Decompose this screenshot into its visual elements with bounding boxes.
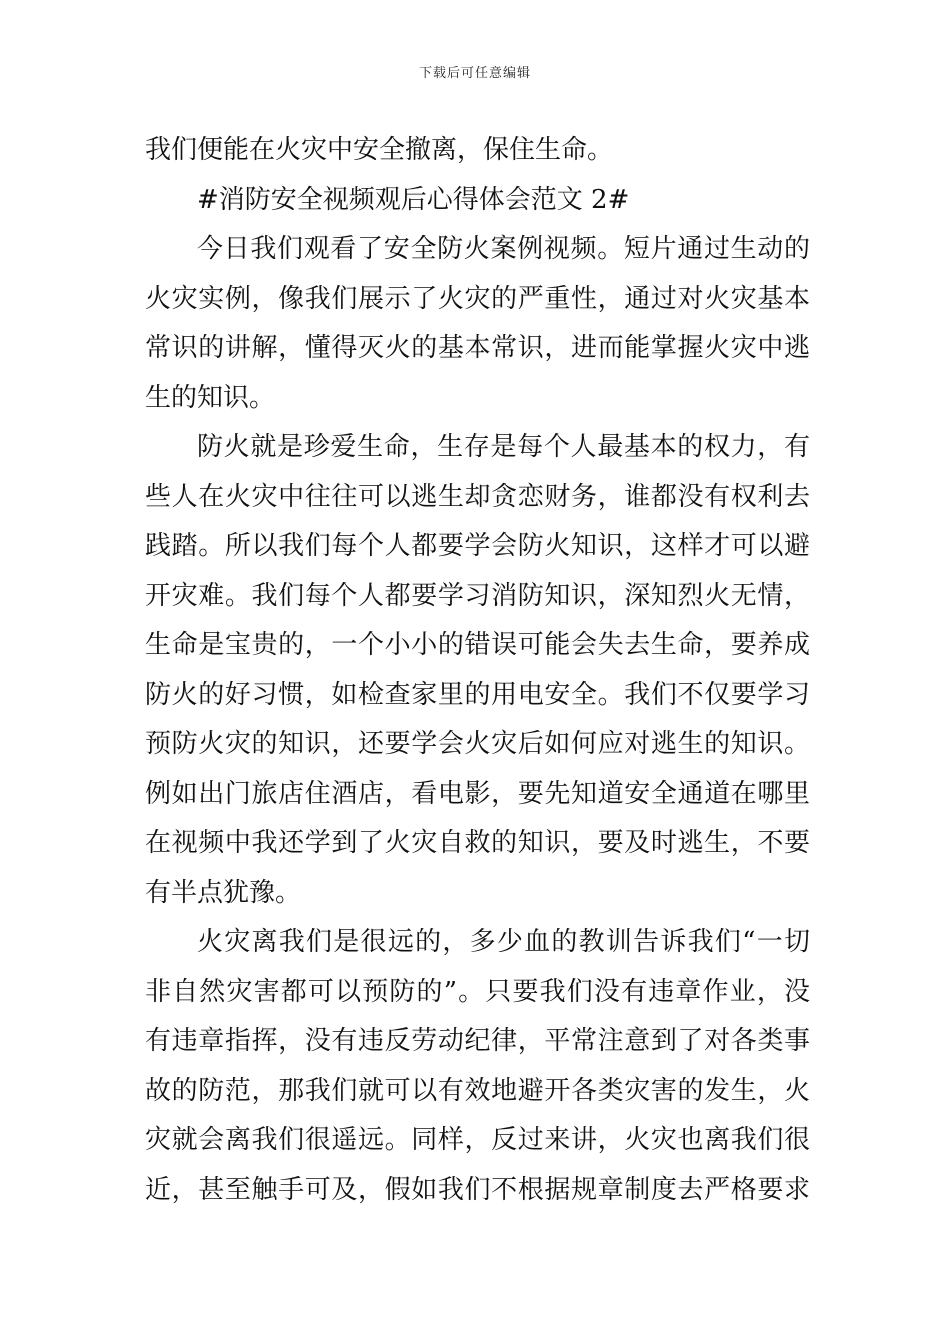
text-line: 常识的讲解，懂得灭火的基本常识，进而能掌握火灾中逃	[145, 333, 810, 363]
text-line: 我们便能在火灾中安全撤离，保住生命。	[145, 135, 614, 165]
text-line: 火灾离我们是很远的，多少血的教训告诉我们“一切	[197, 927, 810, 957]
text-line: 近，甚至触手可及，假如我们不根据规章制度去严格要求	[145, 1174, 810, 1205]
text-line: 在视频中我还学到了火灾自救的知识，要及时逃生，不要	[145, 828, 810, 858]
section-heading: #消防安全视频观后心得体会范文 2#	[197, 184, 630, 215]
text-line: 预防火灾的知识，还要学会火灾后如何应对逃生的知识。	[145, 729, 810, 759]
document-body	[145, 126, 810, 1215]
text-line: 些人在火灾中往往可以逃生却贪恋财务，谁都没有权利去	[145, 481, 810, 512]
page-header: 下载后可任意编辑	[418, 66, 531, 81]
text-line: 践踏。所以我们每个人都要学会防火知识，这样才可以避	[145, 531, 810, 561]
text-line: 有违章指挥，没有违反劳动纪律，平常注意到了对各类事	[145, 1026, 810, 1056]
text-line: 有半点犹豫。	[145, 877, 302, 908]
text-line: 火灾实例，像我们展示了火灾的严重性，通过对火灾基本	[145, 283, 810, 314]
text-line: 开灾难。我们每个人都要学习消防知识，深知烈火无情，	[145, 580, 810, 611]
text-line: 防火就是珍爱生命，生存是每个人最基本的权力，有	[197, 432, 810, 462]
text-line: 防火的好习惯，如检查家里的用电安全。我们不仅要学习	[145, 679, 810, 710]
text-line: 灾就会离我们很遥远。同样，反过来讲，火灾也离我们很	[145, 1125, 810, 1155]
text-line: 生命是宝贵的，一个小小的错误可能会失去生命，要养成	[145, 630, 810, 660]
text-line: 例如出门旅店住酒店，看电影，要先知道安全通道在哪里	[145, 778, 810, 809]
text-line: 生的知识。	[145, 382, 276, 413]
text-line: 非自然灾害都可以预防的”。只要我们没有违章作业，没	[145, 976, 810, 1007]
text-line: 今日我们观看了安全防火案例视频。短片通过生动的	[197, 234, 810, 264]
text-line: 故的防范，那我们就可以有效地避开各类灾害的发生，火	[145, 1075, 810, 1106]
